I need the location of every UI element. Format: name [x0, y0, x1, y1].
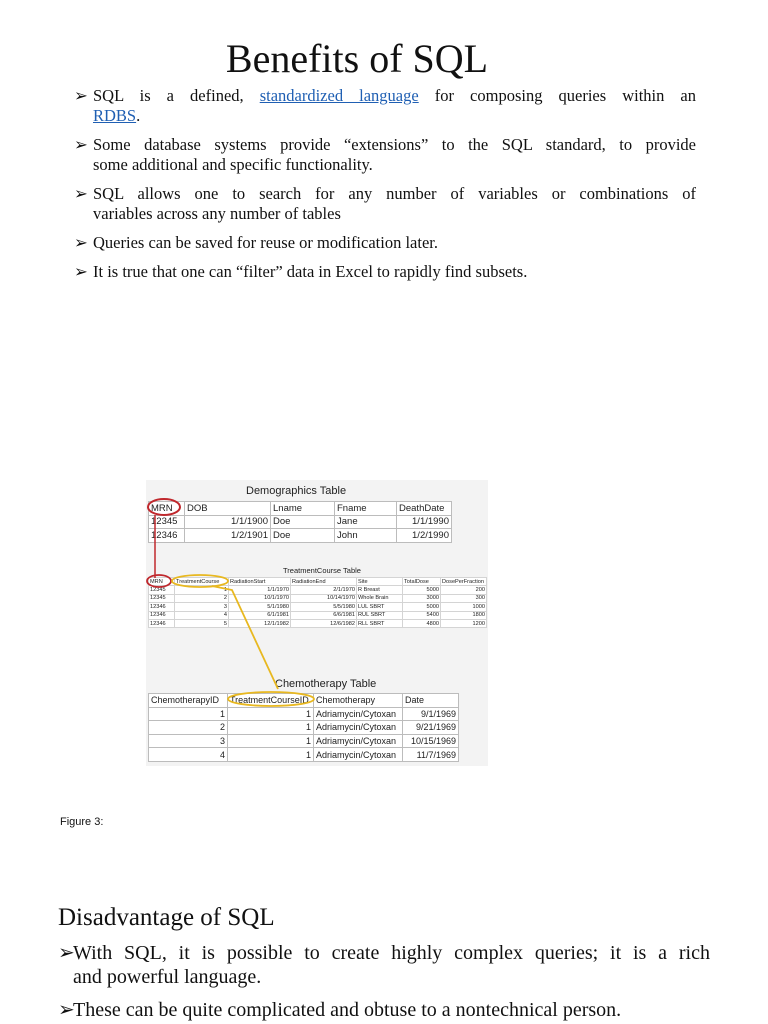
- table-cell: 12345: [149, 586, 175, 594]
- table-header-cell: Site: [357, 578, 403, 586]
- table-cell: 2: [175, 594, 229, 602]
- rdbs-link[interactable]: RDBS: [93, 106, 137, 125]
- arrow-bullet-icon: ➢: [74, 184, 88, 203]
- benefits-list: [74, 86, 696, 291]
- table-cell: 1: [228, 734, 314, 748]
- table-cell: 12346: [149, 619, 175, 627]
- table-header-cell: DOB: [185, 502, 271, 516]
- table-cell: 6/6/1981: [291, 611, 357, 619]
- treatment-course-link-line: [212, 586, 278, 689]
- table-cell: 1800: [441, 611, 487, 619]
- table-cell: 12/1/1982: [229, 619, 291, 627]
- table-cell: 12346: [149, 603, 175, 611]
- table-cell: Adriamycin/Cytoxan: [314, 734, 403, 748]
- table-header-cell: Chemotherapy: [314, 694, 403, 708]
- table-cell: 4800: [403, 619, 441, 627]
- table-cell: Whole Brain: [357, 594, 403, 602]
- table-cell: RLL SBRT: [357, 619, 403, 627]
- table-header-cell: DosePerFraction: [441, 578, 487, 586]
- disadvantages-list: [58, 941, 710, 1024]
- arrow-bullet-icon: ➢: [74, 233, 88, 252]
- figure-caption: Figure 3:: [60, 816, 104, 828]
- benefit-line: RDBS.: [93, 106, 141, 125]
- table-cell: 10/1/1970: [229, 594, 291, 602]
- table-cell: 12345: [149, 515, 185, 529]
- benefit-line: Queries can be saved for reuse or modification later.: [93, 233, 438, 252]
- table-cell: 4: [175, 611, 229, 619]
- treatment-course-circle: [172, 575, 228, 587]
- table-cell: 1/1/1990: [397, 515, 452, 529]
- disadvantage-heading: Disadvantage of SQL: [58, 904, 275, 931]
- table-cell: 1/1/1970: [229, 586, 291, 594]
- table-cell: Jane: [335, 515, 397, 529]
- table-header-cell: MRN: [149, 578, 175, 586]
- disadvantage-item: [58, 941, 710, 989]
- table-header-cell: ChemotherapyID: [149, 694, 228, 708]
- table-header-cell: Lname: [271, 502, 335, 516]
- arrow-bullet-icon: ➢: [58, 999, 75, 1021]
- benefit-item: [74, 86, 696, 126]
- table-cell: 6/1/1981: [229, 611, 291, 619]
- table-cell: 1: [175, 586, 229, 594]
- table-cell: 5: [175, 619, 229, 627]
- table-cell: 10/15/1969: [403, 734, 459, 748]
- table-cell: 10/14/1970: [291, 594, 357, 602]
- table-cell: 5/5/1980: [291, 603, 357, 611]
- table-cell: 12345: [149, 594, 175, 602]
- benefit-item: [74, 262, 696, 282]
- table-cell: Adriamycin/Cytoxan: [314, 707, 403, 721]
- table-cell: John: [335, 529, 397, 543]
- table-header-cell: TreatmentCourseID: [228, 694, 314, 708]
- mrn-circle-treatment: [147, 575, 171, 587]
- benefit-line: SQL is a defined, standardized language for composing queries within an: [93, 86, 697, 105]
- table-cell: Doe: [271, 515, 335, 529]
- disadvantage-line: and powerful language.: [73, 966, 262, 988]
- arrow-bullet-icon: ➢: [74, 86, 88, 105]
- benefit-line: SQL allows one to search for any number of variables or combinations of: [93, 184, 696, 203]
- table-cell: 5000: [403, 586, 441, 594]
- disadvantage-line: These can be quite complicated and obtuse to a nontechnical person.: [73, 999, 622, 1021]
- table-cell: 1/2/1901: [185, 529, 271, 543]
- figure-3-image: [146, 480, 488, 766]
- page-title: Benefits of SQL: [225, 36, 489, 81]
- table-cell: 2/1/1970: [291, 586, 357, 594]
- table-header-cell: DeathDate: [397, 502, 452, 516]
- table-header-cell: TreatmentCourse: [175, 578, 229, 586]
- table-header-cell: MRN: [149, 502, 185, 516]
- arrow-bullet-icon: ➢: [74, 262, 88, 281]
- table-header-cell: RadiationEnd: [291, 578, 357, 586]
- table-cell: 1: [228, 721, 314, 735]
- treatment-course-id-circle: [228, 692, 314, 706]
- table-cell: 300: [441, 594, 487, 602]
- table-cell: 1/1/1900: [185, 515, 271, 529]
- table-cell: 1: [228, 707, 314, 721]
- table-cell: 200: [441, 586, 487, 594]
- table-cell: Adriamycin/Cytoxan: [314, 721, 403, 735]
- standardized-language-link[interactable]: standardized language: [259, 86, 419, 105]
- mrn-circle-demographics: [148, 499, 180, 515]
- benefit-line: Some database systems provide “extensions” to the SQL standard, to provide: [93, 135, 696, 154]
- table-cell: Adriamycin/Cytoxan: [314, 748, 403, 762]
- table-cell: 1/2/1990: [397, 529, 452, 543]
- table-cell: LUL SBRT: [357, 603, 403, 611]
- table-header-cell: RadiationStart: [229, 578, 291, 586]
- table-cell: 9/21/1969: [403, 721, 459, 735]
- table-cell: 5000: [403, 603, 441, 611]
- arrow-bullet-icon: ➢: [58, 942, 75, 964]
- table-header-cell: TotalDose: [403, 578, 441, 586]
- benefit-line: It is true that one can “filter” data in Excel to rapidly find subsets.: [93, 262, 528, 281]
- benefit-item: [74, 184, 696, 224]
- benefit-line: some additional and specific functionality.: [93, 155, 373, 174]
- table-cell: 12346: [149, 529, 185, 543]
- table-cell: 4: [149, 748, 228, 762]
- demographics-table-title: Demographics Table: [246, 485, 347, 497]
- table-cell: RUL SBRT: [357, 611, 403, 619]
- table-cell: 1200: [441, 619, 487, 627]
- table-cell: 3: [175, 603, 229, 611]
- table-cell: 12/6/1982: [291, 619, 357, 627]
- benefit-item: [74, 135, 696, 175]
- table-cell: 11/7/1969: [403, 748, 459, 762]
- table-cell: 1000: [441, 603, 487, 611]
- table-cell: Doe: [271, 529, 335, 543]
- benefit-line: variables across any number of tables: [93, 204, 341, 223]
- table-cell: 1: [228, 748, 314, 762]
- disadvantage-line: With SQL, it is possible to create highly complex queries; it is a rich: [73, 942, 710, 964]
- relationship-annotations: [146, 480, 488, 766]
- table-cell: 9/1/1969: [403, 707, 459, 721]
- table-cell: 3000: [403, 594, 441, 602]
- table-header-cell: Date: [403, 694, 459, 708]
- table-cell: 5/1/1980: [229, 603, 291, 611]
- table-cell: 1: [149, 707, 228, 721]
- table-cell: 5400: [403, 611, 441, 619]
- chemotherapy-table-title: Chemotherapy Table: [275, 678, 377, 690]
- table-cell: 3: [149, 734, 228, 748]
- disadvantage-item: [58, 998, 710, 1022]
- treatment-table-title: TreatmentCourse Table: [283, 566, 361, 575]
- table-cell: R Breast: [357, 586, 403, 594]
- arrow-bullet-icon: ➢: [74, 135, 88, 154]
- table-cell: 12346: [149, 611, 175, 619]
- table-header-cell: Fname: [335, 502, 397, 516]
- table-cell: 2: [149, 721, 228, 735]
- benefit-item: [74, 233, 696, 253]
